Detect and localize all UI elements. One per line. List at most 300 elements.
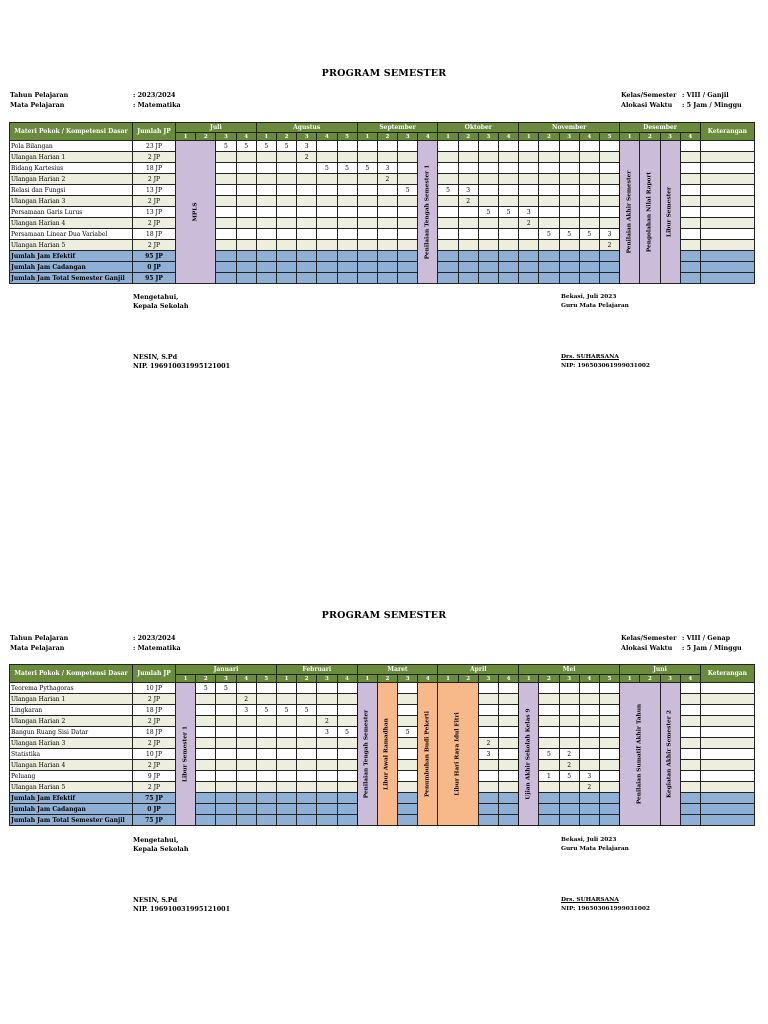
week-cell	[539, 163, 559, 174]
week-cell	[256, 782, 276, 793]
week-cell	[297, 749, 317, 760]
sig-right-name: Drs. SUHARSANA	[561, 354, 619, 360]
week-cell	[680, 262, 700, 273]
week-cell	[398, 262, 418, 273]
week-cell	[559, 207, 579, 218]
week-cell	[216, 262, 236, 273]
activity-column-label	[176, 683, 196, 826]
week-cell	[337, 804, 357, 815]
week-cell	[519, 251, 539, 262]
week-cell	[579, 152, 599, 163]
week-cell	[599, 273, 619, 284]
week-cell	[680, 694, 700, 705]
week-cell	[256, 174, 276, 185]
week-cell	[398, 240, 418, 251]
week-cell	[297, 727, 317, 738]
week-cell	[559, 196, 579, 207]
sig-left-nip: NIP. 196910031995121001	[133, 905, 231, 913]
week-cell	[236, 738, 256, 749]
week-cell	[438, 152, 458, 163]
week-cell	[499, 738, 519, 749]
week-cell	[196, 804, 216, 815]
sig-right-line2: Guru Mata Pelajaran	[561, 846, 629, 852]
week-cell	[297, 174, 317, 185]
jumlah-jp: 2 JP	[133, 196, 176, 207]
week-cell: 2	[297, 152, 317, 163]
activity-column-label	[418, 141, 438, 284]
week-cell	[398, 196, 418, 207]
week-cell	[680, 815, 700, 826]
week-cell	[579, 683, 599, 694]
week-number: 2	[640, 675, 660, 683]
week-cell	[478, 273, 498, 284]
week-cell: 5	[539, 229, 559, 240]
week-number: 2	[196, 133, 216, 141]
week-cell: 2	[599, 240, 619, 251]
jumlah-jp: 18 JP	[133, 705, 176, 716]
materi-name: Bidang Kartesius	[10, 163, 133, 174]
week-cell	[398, 683, 418, 694]
week-cell	[519, 196, 539, 207]
week-cell	[539, 240, 559, 251]
week-cell	[680, 240, 700, 251]
week-cell	[519, 141, 539, 152]
week-cell	[579, 207, 599, 218]
week-cell	[337, 185, 357, 196]
total-jp: 0 JP	[133, 262, 176, 273]
week-cell	[276, 196, 296, 207]
week-cell	[297, 163, 317, 174]
keterangan-cell	[700, 262, 754, 273]
week-cell: 5	[256, 705, 276, 716]
week-cell	[276, 727, 296, 738]
week-cell	[317, 174, 337, 185]
jumlah-jp: 13 JP	[133, 185, 176, 196]
week-cell	[196, 716, 216, 727]
activity-text: Penilaian Tengah Semester	[363, 709, 370, 799]
week-cell	[216, 738, 236, 749]
week-cell	[276, 273, 296, 284]
week-cell	[337, 196, 357, 207]
week-cell	[478, 815, 498, 826]
week-cell	[599, 738, 619, 749]
week-cell	[478, 240, 498, 251]
keterangan-cell	[700, 141, 754, 152]
week-cell	[216, 229, 236, 240]
week-cell	[559, 163, 579, 174]
week-number: 3	[398, 675, 418, 683]
week-cell	[539, 738, 559, 749]
week-cell	[297, 185, 317, 196]
week-cell	[216, 782, 236, 793]
jumlah-jp: 13 JP	[133, 207, 176, 218]
week-cell	[579, 273, 599, 284]
week-cell: 2	[236, 694, 256, 705]
week-cell: 5	[317, 163, 337, 174]
month-header: Maret	[357, 665, 438, 675]
jumlah-jp: 2 JP	[133, 738, 176, 749]
week-cell	[236, 771, 256, 782]
materi-name: Bangun Ruang Sisi Datar	[10, 727, 133, 738]
week-cell: 5	[438, 185, 458, 196]
week-cell	[256, 683, 276, 694]
week-cell	[478, 196, 498, 207]
week-cell	[317, 694, 337, 705]
materi-name: Relasi dan Fungsi	[10, 185, 133, 196]
month-header: April	[438, 665, 519, 675]
program-semester-table	[9, 122, 755, 284]
week-cell	[559, 174, 579, 185]
week-cell	[499, 262, 519, 273]
week-cell	[276, 694, 296, 705]
week-cell	[297, 815, 317, 826]
week-cell	[256, 749, 276, 760]
week-cell	[599, 749, 619, 760]
week-cell	[539, 196, 559, 207]
week-cell	[398, 251, 418, 262]
week-number: 1	[256, 133, 276, 141]
week-cell	[357, 262, 377, 273]
month-header: Februari	[276, 665, 357, 675]
week-cell	[317, 705, 337, 716]
week-cell	[317, 207, 337, 218]
week-cell	[398, 218, 418, 229]
week-cell	[579, 738, 599, 749]
week-cell	[256, 251, 276, 262]
week-cell	[196, 760, 216, 771]
week-cell	[599, 262, 619, 273]
materi-name: Ulangan Harian 2	[10, 174, 133, 185]
week-cell	[317, 683, 337, 694]
keterangan-cell	[700, 749, 754, 760]
sig-left-line2: Kepala Sekolah	[133, 845, 189, 853]
week-cell	[599, 815, 619, 826]
week-cell	[499, 793, 519, 804]
week-number: 2	[276, 133, 296, 141]
week-cell: 5	[357, 163, 377, 174]
week-cell	[559, 262, 579, 273]
week-cell	[317, 141, 337, 152]
activity-column-label	[620, 683, 660, 826]
week-cell	[337, 815, 357, 826]
week-cell	[539, 793, 559, 804]
week-number: 2	[377, 675, 397, 683]
sig-right-nip: NIP: 196503061999031002	[561, 363, 650, 369]
week-cell	[256, 716, 276, 727]
week-cell	[216, 273, 236, 284]
week-cell	[559, 716, 579, 727]
week-cell	[337, 262, 357, 273]
week-cell	[499, 196, 519, 207]
week-cell	[599, 207, 619, 218]
alokasi-label: Alokasi Waktu	[621, 101, 673, 109]
week-cell	[559, 694, 579, 705]
alokasi-value: : 5 Jam / Minggu	[682, 101, 742, 109]
week-cell	[297, 694, 317, 705]
week-cell	[357, 174, 377, 185]
week-cell	[236, 207, 256, 218]
week-cell	[256, 185, 276, 196]
week-cell	[599, 716, 619, 727]
week-cell	[297, 683, 317, 694]
jumlah-jp: 2 JP	[133, 782, 176, 793]
week-cell	[256, 815, 276, 826]
week-cell	[599, 804, 619, 815]
week-cell	[499, 163, 519, 174]
sig-left-line1: Mengetahui,	[133, 836, 179, 844]
week-cell	[398, 174, 418, 185]
week-cell	[216, 694, 236, 705]
week-cell	[478, 727, 498, 738]
activity-text: Libur Semester	[666, 187, 673, 237]
page-title: PROGRAM SEMESTER	[321, 68, 447, 79]
week-cell	[499, 240, 519, 251]
week-number: 1	[438, 133, 458, 141]
week-cell	[478, 771, 498, 782]
week-cell	[317, 738, 337, 749]
week-cell	[256, 207, 276, 218]
week-cell	[559, 804, 579, 815]
week-cell	[297, 196, 317, 207]
keterangan-cell	[700, 804, 754, 815]
week-number: 4	[317, 133, 337, 141]
week-number: 5	[599, 675, 619, 683]
keterangan-cell	[700, 174, 754, 185]
week-cell	[519, 240, 539, 251]
week-cell	[317, 760, 337, 771]
week-cell	[438, 196, 458, 207]
week-number: 3	[317, 675, 337, 683]
week-cell	[317, 782, 337, 793]
week-cell	[377, 229, 397, 240]
keterangan-cell	[700, 273, 754, 284]
week-cell	[276, 152, 296, 163]
week-cell	[216, 771, 236, 782]
week-cell	[499, 782, 519, 793]
week-cell	[398, 716, 418, 727]
week-cell	[579, 240, 599, 251]
week-cell: 5	[559, 229, 579, 240]
week-cell	[377, 207, 397, 218]
week-cell	[539, 804, 559, 815]
week-cell	[539, 141, 559, 152]
week-cell	[297, 782, 317, 793]
week-cell	[236, 262, 256, 273]
sig-right-line1: Bekasi, Juli 2023	[561, 294, 617, 300]
week-cell	[438, 262, 458, 273]
week-cell	[579, 694, 599, 705]
week-cell: 3	[236, 705, 256, 716]
week-cell	[297, 229, 317, 240]
keterangan-cell	[700, 196, 754, 207]
activity-column-label	[377, 683, 397, 826]
week-cell	[579, 716, 599, 727]
week-cell	[256, 229, 276, 240]
activity-text: Libur Semester 1	[182, 725, 189, 783]
week-cell	[680, 152, 700, 163]
week-number: 3	[559, 675, 579, 683]
week-cell	[599, 782, 619, 793]
week-cell	[236, 163, 256, 174]
week-cell	[398, 771, 418, 782]
week-cell	[216, 174, 236, 185]
week-cell	[519, 229, 539, 240]
page-title: PROGRAM SEMESTER	[321, 610, 447, 621]
month-header: Januari	[176, 665, 277, 675]
week-cell	[478, 793, 498, 804]
week-cell	[559, 141, 579, 152]
week-number: 3	[478, 133, 498, 141]
materi-name: Persamaan Linear Dua Variabel	[10, 229, 133, 240]
week-cell: 5	[579, 229, 599, 240]
sig-left-line1: Mengetahui,	[133, 293, 179, 301]
header-materi: Materi Pokok / Kompetensi Dasar	[10, 665, 133, 683]
week-cell	[236, 727, 256, 738]
week-cell: 2	[478, 738, 498, 749]
week-cell	[216, 727, 236, 738]
week-cell	[599, 141, 619, 152]
week-number: 4	[236, 133, 256, 141]
week-cell	[297, 251, 317, 262]
week-cell: 5	[297, 705, 317, 716]
sig-left-name: NESIN, S.Pd	[133, 353, 178, 361]
week-cell	[317, 815, 337, 826]
week-cell	[317, 152, 337, 163]
week-cell	[478, 760, 498, 771]
week-cell	[377, 262, 397, 273]
week-cell: 3	[478, 749, 498, 760]
jumlah-jp: 2 JP	[133, 240, 176, 251]
week-cell	[196, 815, 216, 826]
header-jumlah-jp: Jumlah JP	[133, 665, 176, 683]
week-cell	[256, 196, 276, 207]
week-cell	[317, 185, 337, 196]
week-cell	[357, 207, 377, 218]
week-cell	[398, 141, 418, 152]
week-cell	[539, 218, 559, 229]
week-cell	[216, 163, 236, 174]
week-cell: 2	[377, 174, 397, 185]
keterangan-cell	[700, 683, 754, 694]
week-cell	[478, 705, 498, 716]
keterangan-cell	[700, 760, 754, 771]
week-cell	[337, 218, 357, 229]
activity-text: Penilaian Tengah Semester 1	[424, 164, 431, 260]
week-number: 1	[276, 675, 296, 683]
week-cell	[236, 760, 256, 771]
activity-column-label	[176, 141, 216, 284]
week-number: 1	[176, 133, 196, 141]
keterangan-cell	[700, 240, 754, 251]
week-cell	[297, 273, 317, 284]
week-cell	[499, 152, 519, 163]
total-jp: 75 JP	[133, 815, 176, 826]
keterangan-cell	[700, 716, 754, 727]
week-cell	[680, 705, 700, 716]
week-number: 4	[236, 675, 256, 683]
jumlah-jp: 23 JP	[133, 141, 176, 152]
week-cell	[357, 152, 377, 163]
activity-text: Penilaian Akhir Semester	[626, 170, 633, 254]
week-cell	[236, 749, 256, 760]
week-cell	[539, 683, 559, 694]
kelas-label: Kelas/Semester	[621, 91, 677, 99]
week-cell	[377, 152, 397, 163]
week-cell	[458, 262, 478, 273]
week-cell	[276, 771, 296, 782]
week-cell	[478, 141, 498, 152]
week-cell	[539, 716, 559, 727]
week-cell	[519, 174, 539, 185]
week-cell	[579, 262, 599, 273]
week-cell	[478, 229, 498, 240]
week-cell	[216, 251, 236, 262]
week-cell	[539, 815, 559, 826]
week-cell	[398, 152, 418, 163]
week-cell	[337, 793, 357, 804]
keterangan-cell	[700, 815, 754, 826]
week-number: 2	[377, 133, 397, 141]
week-cell	[559, 251, 579, 262]
week-cell	[357, 196, 377, 207]
week-cell	[357, 240, 377, 251]
total-jp: 95 JP	[133, 273, 176, 284]
sig-right-line1: Bekasi, Juli 2023	[561, 837, 617, 843]
week-cell	[599, 152, 619, 163]
week-cell: 3	[297, 141, 317, 152]
sig-left-nip: NIP. 196910031995121001	[133, 362, 231, 370]
week-cell	[539, 262, 559, 273]
week-cell	[216, 760, 236, 771]
week-cell	[297, 240, 317, 251]
week-cell	[236, 185, 256, 196]
month-header-row	[10, 665, 755, 675]
table-row	[10, 683, 755, 694]
week-cell	[276, 185, 296, 196]
week-number: 1	[176, 675, 196, 683]
week-cell: 5	[236, 141, 256, 152]
week-cell	[317, 771, 337, 782]
week-cell	[499, 705, 519, 716]
activity-text: Pengolahan Nilai Raport	[646, 171, 653, 253]
week-number: 1	[438, 675, 458, 683]
week-cell	[478, 251, 498, 262]
week-cell	[337, 738, 357, 749]
week-cell	[256, 218, 276, 229]
alokasi-label: Alokasi Waktu	[621, 644, 673, 652]
week-cell	[478, 782, 498, 793]
week-cell	[357, 229, 377, 240]
month-header-row	[10, 123, 755, 133]
week-cell	[216, 196, 236, 207]
month-header: Juni	[620, 665, 701, 675]
week-cell	[599, 694, 619, 705]
week-cell	[539, 152, 559, 163]
week-cell	[680, 174, 700, 185]
week-cell	[559, 727, 579, 738]
activity-column-label	[660, 141, 680, 284]
total-label: Jumlah Jam Total Semester Ganjil	[10, 273, 133, 284]
week-cell	[599, 705, 619, 716]
mapel-value: : Matematika	[133, 644, 181, 652]
week-cell	[680, 760, 700, 771]
month-header: Mei	[519, 665, 620, 675]
week-cell	[216, 152, 236, 163]
keterangan-cell	[700, 229, 754, 240]
week-cell	[276, 229, 296, 240]
week-cell	[680, 218, 700, 229]
mapel-label: Mata Pelajaran	[10, 101, 65, 109]
